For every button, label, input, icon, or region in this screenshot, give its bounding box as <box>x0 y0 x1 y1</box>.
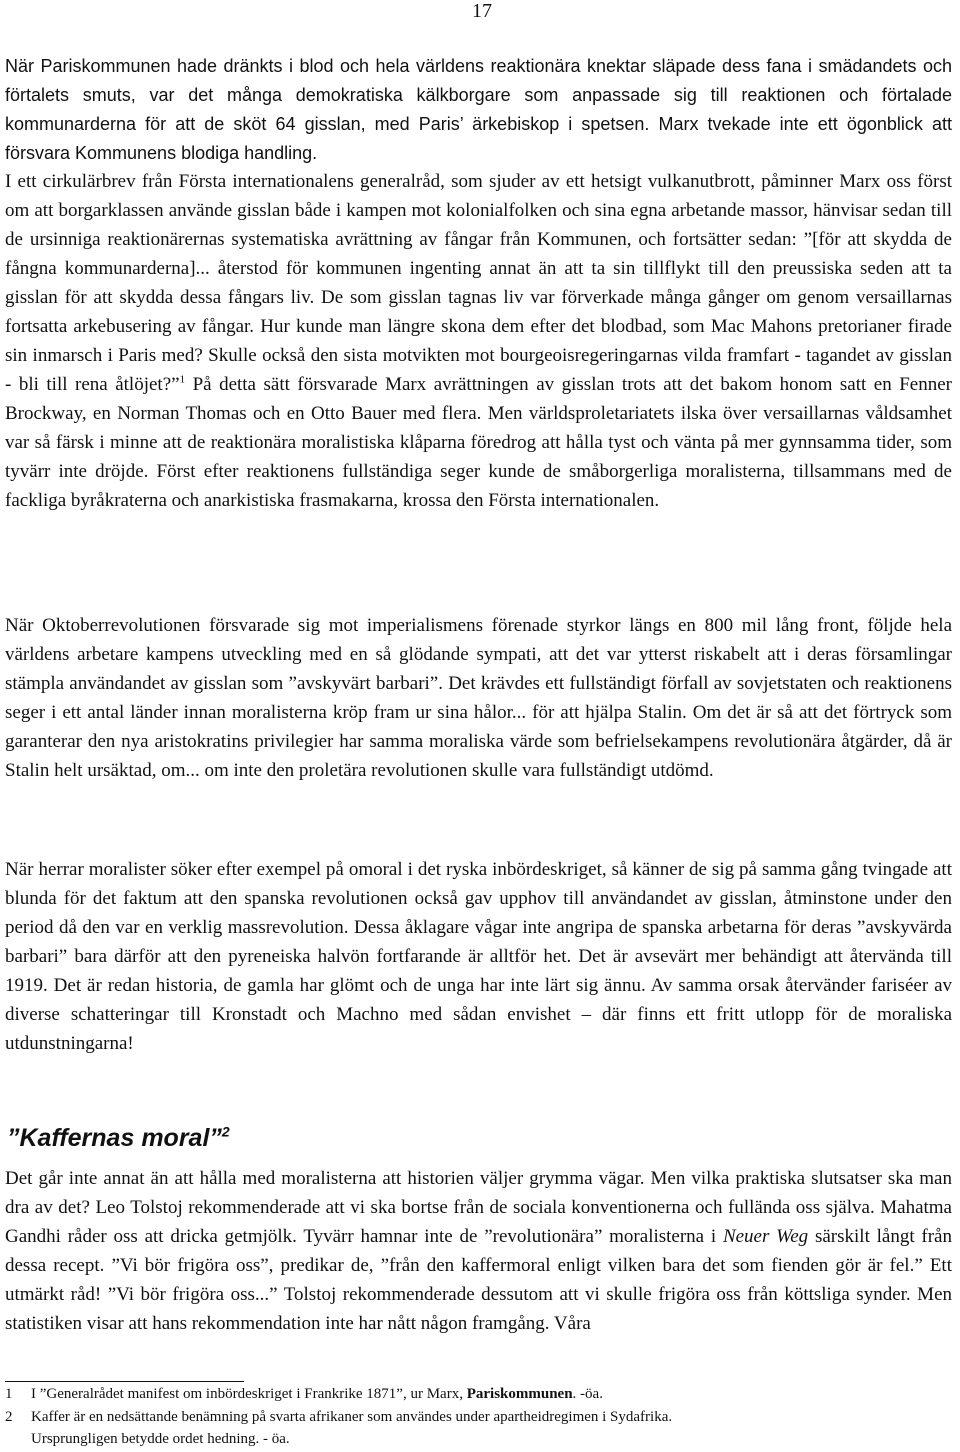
paragraph-3: När herrar moralister söker efter exempel på omoral i det ryska inbördeskriget, så känner de sig på samma gång tvingade att blunda för det faktum att den spanska revolutionen också gav upphov till användandet av gisslan, åtminstone under den period då den var en verklig massrevolution. Dessa åklagare vågar inte angripa de spanska arbetarna för deras ”avskyvärda barbari” bara därför att den pyreneiska halvön fortfarande är alltför het. Det är avsevärt mer behändigt att återvända till 1919. Det är redan historia, de gamla har glömt och de unga har inte lärt sig ännu. Av samma orsak återvänder fariséer av diverse schatteringar till Kronstadt och Machno med sådan envishet – där finns ett fritt utlopp för de moraliska utdunstningarna! <box>5 859 952 1054</box>
footnote-ref-1: 1 <box>179 373 186 386</box>
footnote-2-continued: Ursprungligen betydde ordet hedning. - öa. <box>31 1431 290 1447</box>
paragraph-1-text-a: I ett cirkulärbrev från Första internationalens generalråd, som sjuder av ett hetsigt vulkanutbrott, påminner Marx oss först om att borgarklassen använde gisslan både i kampen mot kolonialfolken och sina egna arbetande massor, hänvisar sedan till de ursinniga reaktionärernas systematiska avrättning av fångar från Kommunen, och fortsätter sedan: ”[för att skydda de fångna kommunarderna]... återstod för kommunen ingenting annat än att ta sin tillflykt till den preussiska seden att ta gisslan för att skydda dessa fångars liv. De som gisslan tagnas liv var förverkade många gånger om genom versaillarnas fortsatta arkebusering av fångar. Hur kunde man längre skona dem efter det blodbad, som Mac Mahons pretorianer firade sin inmarsch i Paris med? Skulle också den sista motvikten mot bourgeoisregeringarnas vilda framfart - tagandet av gisslan - bli till rena åtlöjet?” <box>5 171 952 395</box>
footnote-1-text-b: . -öa. <box>572 1386 603 1402</box>
footnote-1-text-a: I ”Generalrådet manifest om inbördeskriget i Frankrike 1871”, ur Marx, <box>31 1386 467 1402</box>
footnote-ref-2: 2 <box>221 1123 230 1140</box>
section-heading <box>7 1121 230 1155</box>
footnote-2-number: 2 <box>5 1409 13 1425</box>
footnote-2-text-line1: Kaffer är en nedsättande benämning på svarta afrikaner som användes under apartheidregimen i Sydafrika. <box>31 1409 673 1425</box>
paragraph-1-sans: När Pariskommunen hade dränkts i blod och hela världens reaktionära knektar släpade dess fana i smädandets och förtalets smuts, var det många demokratiska kälkborgare som anpassade sig till reaktionen och förtalade kommunarderna för att de sköt 64 gisslan, med Paris’ ärkebiskop i spetsen. Marx tvekade inte ett ögonblick att försvara Kommunens blodiga handling. <box>5 56 952 163</box>
footnote-1 <box>5 1383 952 1405</box>
paragraph-4-italic: Neuer Weg <box>722 1226 809 1247</box>
paragraph-1-continued <box>5 167 952 515</box>
paragraph-4 <box>5 1164 952 1338</box>
footnote-2 <box>5 1406 952 1428</box>
section-heading-text: ”Kaffernas moral” <box>7 1124 222 1152</box>
paragraph-1-text-b: På detta sätt försvarade Marx avrättningen av gisslan trots att det bakom honom satt en Fenner Brockway, en Norman Thomas och en Otto Bauer med flera. Men världsproletariatets ilska över versaillarnas våldsamhet var så färsk i minne att de reaktionära moralistiska klåparna föredrog att hålla tyst och vänta på mer gynnsamma tider, som tyvärr inte dröjde. Först efter reaktionens fullständiga seger kunde de småborgerliga moralisterna, tillsammans med de fackliga byråkraterna och anarkistiska frasmakarna, krossa den Första internationalen. <box>5 374 952 511</box>
paragraph-2: När Oktoberrevolutionen försvarade sig mot imperialismens förenade styrkor längs en 800 mil lång front, följde hela världens arbetare kampens utveckling med en så glödande sympati, att det var ytterst riskabelt att i deras församlingar stämpla användandet av gisslan som ”avskyvärt barbari”. Det krävdes ett fullständigt förfall av sovjetstaten och reaktionens seger i ett antal länder innan moralisterna kröp fram ur sina hålor... för att hjälpa Stalin. Om det är så att det förtryck som garanterar den nya aristokratins privilegier har samma moraliska värde som befrielsekampens revolutionära åtgärder, då är Stalin helt ursäktad, om... om inte den proletära revolutionen skulle vara fullständigt utdömd. <box>5 615 952 781</box>
footnote-1-number: 1 <box>5 1386 13 1402</box>
paragraph-4-text-b: särskilt långt från dessa recept. ”Vi bör frigöra oss”, predikar de, ”från den kaffermoral enligt vilken bara det som fienden gör är fel.” Ett utmärkt råd! ”Vi bör frigöra oss...” Tolstoj rekommenderade dessutom att vi skulle frigöra oss från köttsliga synder. Men statistiken visar att hans rekommendation inte har nått någon framgång. Våra <box>5 1226 952 1334</box>
paragraph-4-text-a: Det går inte annat än att hålla med moralisterna att historien väljer grymma vägar. Men vilka praktiska slutsatser ska man dra av det? Leo Tolstoj rekommenderade att vi ska bortse från de sociala konventionerna och fullända oss själva. Mahatma Gandhi råder oss att dricka getmjölk. Tyvärr hamnar inte de ”revolutionära” moralisterna i <box>5 1168 952 1247</box>
footnote-divider <box>5 1381 244 1382</box>
footnote-1-bold: Pariskommunen <box>466 1386 573 1402</box>
page-number: 17 <box>472 0 492 22</box>
